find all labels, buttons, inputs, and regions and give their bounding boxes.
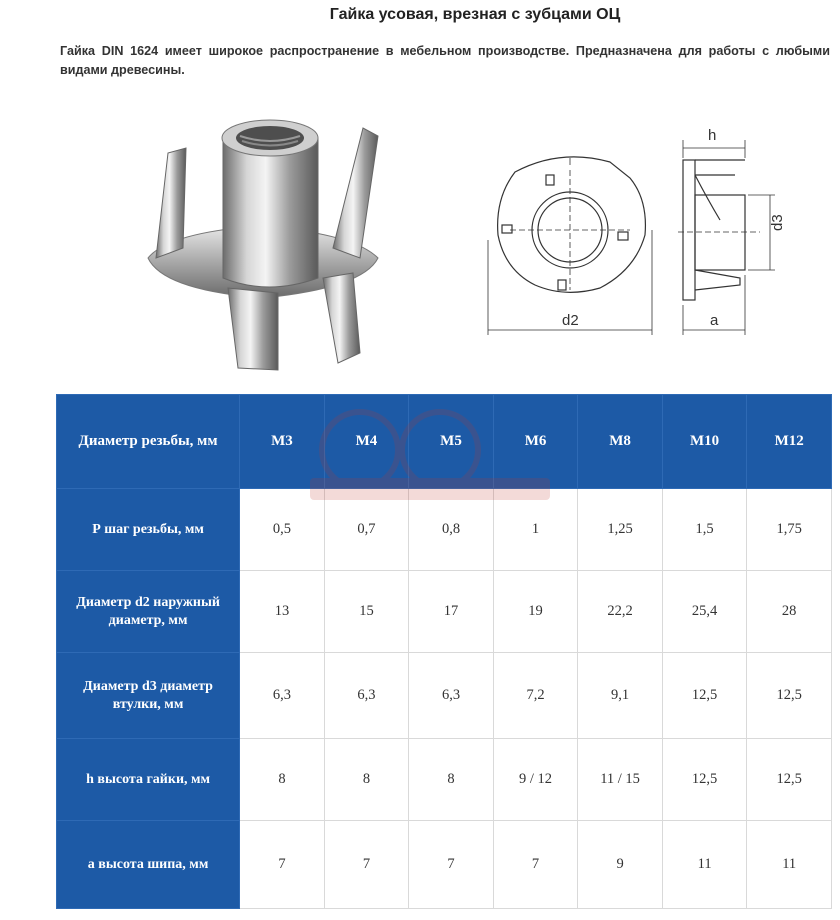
table-cell: 6,3 <box>324 653 409 739</box>
table-cell: 13 <box>240 571 325 653</box>
table-cell: 9 / 12 <box>493 739 578 821</box>
row-label: Р шаг резьбы, мм <box>57 489 240 571</box>
label-d2: d2 <box>562 312 579 329</box>
table-cell: 7 <box>324 821 409 909</box>
table-cell: 22,2 <box>578 571 663 653</box>
label-a: a <box>710 312 719 329</box>
row-label: a высота шипа, мм <box>57 821 240 909</box>
table-cell: 15 <box>324 571 409 653</box>
table-row <box>57 571 832 653</box>
table-row <box>57 653 832 739</box>
header-cell: M3 <box>240 395 325 489</box>
table-cell: 1,25 <box>578 489 663 571</box>
table-cell: 8 <box>409 739 494 821</box>
table-cell: 25,4 <box>662 571 747 653</box>
table-cell: 11 <box>747 821 832 909</box>
label-d3: d3 <box>769 214 786 231</box>
table-cell: 7 <box>240 821 325 909</box>
header-cell: M5 <box>409 395 494 489</box>
header-cell: M8 <box>578 395 663 489</box>
header-cell: M6 <box>493 395 578 489</box>
table-cell: 12,5 <box>747 653 832 739</box>
table-cell: 17 <box>409 571 494 653</box>
header-cell: M10 <box>662 395 747 489</box>
header-cell: M12 <box>747 395 832 489</box>
product-description: Гайка DIN 1624 имеет широкое распространение в мебельном производстве. Предназначена для работы с любыми видами древесины. <box>60 44 830 77</box>
table-cell: 12,5 <box>747 739 832 821</box>
table-cell: 6,3 <box>240 653 325 739</box>
table-cell: 8 <box>240 739 325 821</box>
table-cell: 28 <box>747 571 832 653</box>
label-h: h <box>708 127 717 144</box>
page-title: Гайка усовая, врезная с зубцами ОЦ <box>329 6 621 23</box>
table-cell: 11 <box>662 821 747 909</box>
technical-drawing <box>470 120 790 345</box>
table-row <box>57 739 832 821</box>
table-cell: 7 <box>409 821 494 909</box>
table-cell: 7,2 <box>493 653 578 739</box>
header-cell: M4 <box>324 395 409 489</box>
table-cell: 9 <box>578 821 663 909</box>
table-cell: 7 <box>493 821 578 909</box>
table-cell: 12,5 <box>662 653 747 739</box>
table-cell: 0,8 <box>409 489 494 571</box>
row-label: Диаметр d2 наружный диаметр, мм <box>57 571 240 653</box>
tee-nut-photo <box>128 108 398 378</box>
table-cell: 0,5 <box>240 489 325 571</box>
table-cell: 1 <box>493 489 578 571</box>
table-cell: 8 <box>324 739 409 821</box>
table-cell: 1,75 <box>747 489 832 571</box>
table-cell: 19 <box>493 571 578 653</box>
table-cell: 1,5 <box>662 489 747 571</box>
row-label: Диаметр d3 диаметр втулки, мм <box>57 653 240 739</box>
table-cell: 9,1 <box>578 653 663 739</box>
table-cell: 12,5 <box>662 739 747 821</box>
table-row <box>57 821 832 909</box>
table-cell: 11 / 15 <box>578 739 663 821</box>
header-cell: Диаметр резьбы, мм <box>57 395 240 489</box>
table-cell: 6,3 <box>409 653 494 739</box>
row-label: h высота гайки, мм <box>57 739 240 821</box>
table-cell: 0,7 <box>324 489 409 571</box>
watermark-logo <box>290 400 590 510</box>
